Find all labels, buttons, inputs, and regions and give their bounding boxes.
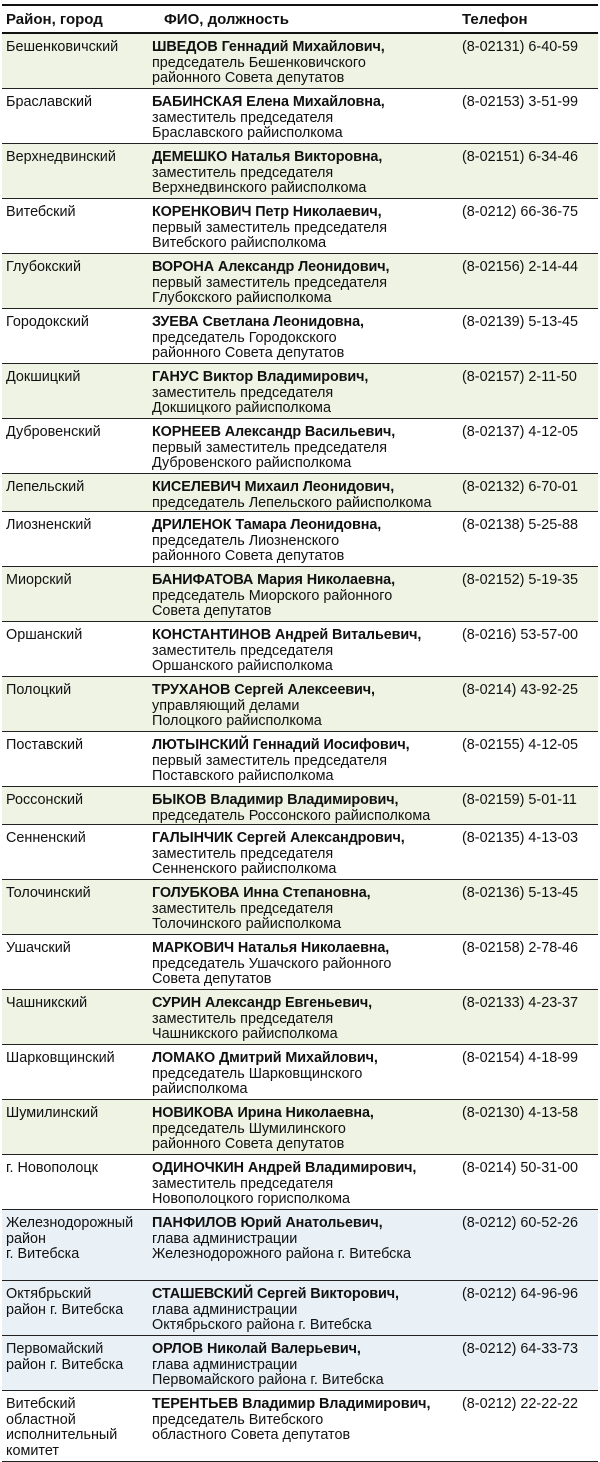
official-position: первый заместитель председателя Глубокского райисполкома [152, 274, 387, 306]
official-name: КОРНЕЕВ Александр Васильевич, [152, 424, 396, 440]
table-row [2, 474, 598, 512]
district-cell: Дубровенский [6, 424, 101, 440]
official-position: председатель Шумилинского районного Совета депутатов [152, 1120, 346, 1152]
phone-cell: (8-0216) 53-57-00 [462, 627, 578, 643]
official-cell [150, 996, 460, 1043]
official-name: МАРКОВИЧ Наталья Николаевна, [152, 940, 390, 956]
official-position: председатель Городокского районного Совета депутатов [152, 329, 345, 361]
official-name: ГАНУС Виктор Владимирович, [152, 369, 369, 385]
official-name: КИСЕЛЕВИЧ Михаил Леонидович, [152, 479, 395, 495]
official-position: первый заместитель председателя Дубровенского райисполкома [152, 439, 387, 471]
official-position: заместитель председателя Браславского райисполкома [152, 109, 343, 141]
table-header [2, 6, 598, 34]
district-cell: Верхнедвинский [6, 149, 116, 165]
district-cell: Глубокский [6, 259, 82, 275]
district-cell: Лиозненский [6, 517, 92, 533]
official-name: ОДИНОЧКИН Андрей Владимирович, [152, 1160, 417, 1176]
official-position: заместитель председателя Чашникского райисполкома [152, 1010, 338, 1042]
official-name: ЛЮТЫНСКИЙ Геннадий Иосифович, [152, 737, 410, 753]
official-name: НОВИКОВА Ирина Николаевна, [152, 1105, 374, 1121]
district-cell: Сенненский [6, 830, 86, 846]
phone-cell: (8-02135) 4-13-03 [462, 830, 578, 846]
official-position: председатель Витебского областного Совета депутатов [152, 1411, 351, 1443]
phone-cell: (8-02139) 5-13-45 [462, 314, 578, 330]
official-name: КОНСТАНТИНОВ Андрей Витальевич, [152, 627, 422, 643]
table-row [2, 1045, 598, 1100]
table-row [2, 1210, 598, 1281]
phone-cell: (8-02158) 2-78-46 [462, 940, 578, 956]
official-position: глава администрации Железнодорожного района г. Витебска [152, 1230, 411, 1262]
phone-cell: (8-02130) 4-13-58 [462, 1105, 578, 1121]
table-row [2, 144, 598, 199]
official-cell [150, 738, 460, 785]
phone-cell: (8-0212) 22-22-22 [462, 1396, 578, 1412]
phone-cell: (8-02156) 2-14-44 [462, 259, 578, 275]
phone-cell: (8-02138) 5-25-88 [462, 517, 578, 533]
phone-cell: (8-0212) 64-96-96 [462, 1286, 578, 1302]
official-cell [150, 205, 460, 252]
district-cell: Лепельский [6, 479, 85, 495]
phone-cell: (8-0212) 60-52-26 [462, 1215, 578, 1231]
official-name: ТРУХАНОВ Сергей Алексеевич, [152, 682, 375, 698]
official-name: БАБИНСКАЯ Елена Михайловна, [152, 94, 385, 110]
district-cell: Толочинский [6, 885, 91, 901]
table-row [2, 199, 598, 254]
official-name: ВОРОНА Александр Леонидович, [152, 259, 390, 275]
official-name: ЗУЕВА Светлана Леонидовна, [152, 314, 364, 330]
phone-cell: (8-02155) 4-12-05 [462, 737, 578, 753]
official-cell [150, 683, 460, 730]
phone-cell: (8-0214) 43-92-25 [462, 682, 578, 698]
official-cell [150, 886, 460, 933]
official-name: СУРИН Александр Евгеньевич, [152, 995, 372, 1011]
phone-cell: (8-02151) 6-34-46 [462, 149, 578, 165]
district-cell: Чашникский [6, 995, 88, 1011]
table-row [2, 677, 598, 732]
official-cell [150, 370, 460, 417]
district-cell: Первомайский район г. Витебска [6, 1341, 124, 1373]
official-position: глава администрации Октябрьского района г. Витебска [152, 1301, 372, 1333]
official-cell [150, 1397, 460, 1444]
table-row [2, 309, 598, 364]
official-cell [150, 573, 460, 620]
official-cell [150, 1106, 460, 1153]
phone-cell: (8-02152) 5-19-35 [462, 572, 578, 588]
district-cell: Оршанский [6, 627, 83, 643]
official-cell [150, 1216, 460, 1263]
official-position: первый заместитель председателя Витебского райисполкома [152, 219, 387, 251]
table-row [2, 990, 598, 1045]
table-row [2, 419, 598, 474]
official-name: ТЕРЕНТЬЕВ Владимир Владимирович, [152, 1396, 431, 1412]
phone-cell: (8-0212) 64-33-73 [462, 1341, 578, 1357]
district-cell: Бешенковичский [6, 39, 119, 55]
official-name: БАНИФАТОВА Мария Николаевна, [152, 572, 395, 588]
official-name: СТАШЕВСКИЙ Сергей Викторович, [152, 1286, 399, 1302]
district-cell: г. Новополоцк [6, 1160, 98, 1176]
official-name: КОРЕНКОВИЧ Петр Николаевич, [152, 204, 382, 220]
official-cell [150, 1161, 460, 1208]
official-cell [150, 315, 460, 362]
district-cell: Витебский [6, 204, 76, 220]
official-cell [150, 1287, 460, 1334]
phone-cell: (8-0212) 66-36-75 [462, 204, 578, 220]
official-cell [150, 1342, 460, 1389]
phone-cell: (8-02132) 6-70-01 [462, 479, 578, 495]
phone-cell: (8-0214) 50-31-00 [462, 1160, 578, 1176]
official-cell [150, 150, 460, 197]
district-cell: Россонский [6, 792, 84, 808]
table-row [2, 825, 598, 880]
official-name: БЫКОВ Владимир Владимирович, [152, 792, 399, 808]
district-cell: Ушачский [6, 940, 71, 956]
district-cell: Витебский областной исполнительный комитет [6, 1396, 118, 1459]
table-body [2, 34, 598, 1462]
district-cell: Железнодорожный район г. Витебска [6, 1215, 134, 1262]
official-cell [150, 628, 460, 675]
official-name: ГАЛЫНЧИК Сергей Александрович, [152, 830, 405, 846]
official-name: ДРИЛЕНОК Тамара Леонидовна, [152, 517, 382, 533]
district-cell: Браславский [6, 94, 93, 110]
official-cell [150, 425, 460, 472]
phone-cell: (8-02131) 6-40-59 [462, 39, 578, 55]
table-row [2, 512, 598, 567]
table-row [2, 34, 598, 89]
official-position: председатель Россонского райисполкома [152, 807, 431, 824]
table-row [2, 1100, 598, 1155]
phone-cell: (8-02159) 5-01-11 [462, 792, 577, 808]
district-cell: Полоцкий [6, 682, 72, 698]
table-row [2, 254, 598, 309]
table-row [2, 732, 598, 787]
phone-cell: (8-02154) 4-18-99 [462, 1050, 578, 1066]
official-position: заместитель председателя Новополоцкого горисполкома [152, 1175, 350, 1207]
district-cell: Шумилинский [6, 1105, 99, 1121]
table-row [2, 880, 598, 935]
table-row [2, 1155, 598, 1210]
official-name: ШВЕДОВ Геннадий Михайлович, [152, 39, 385, 55]
official-name: ЛОМАКО Дмитрий Михайлович, [152, 1050, 378, 1066]
header-district: Район, город [6, 10, 103, 28]
official-cell [150, 518, 460, 565]
official-position: председатель Бешенковичского районного Совета депутатов [152, 54, 366, 86]
official-position: председатель Лепельского райисполкома [152, 494, 432, 511]
official-cell [150, 941, 460, 988]
district-cell: Шарковщинский [6, 1050, 115, 1066]
table-row [2, 622, 598, 677]
phone-cell: (8-02157) 2-11-50 [462, 369, 577, 385]
official-position: председатель Миорского районного Совета депутатов [152, 587, 393, 619]
official-position: глава администрации Первомайского района г. Витебска [152, 1356, 384, 1388]
table-row [2, 364, 598, 419]
official-name: ГОЛУБКОВА Инна Степановна, [152, 885, 371, 901]
official-position: председатель Шарковщинского райисполкома [152, 1065, 363, 1097]
table-row [2, 567, 598, 622]
phone-cell: (8-02137) 4-12-05 [462, 424, 578, 440]
official-cell [150, 40, 460, 87]
header-name: ФИО, должность [164, 10, 289, 28]
official-cell [150, 1051, 460, 1098]
official-cell [150, 95, 460, 142]
table-row [2, 1281, 598, 1336]
district-cell: Октябрьский район г. Витебска [6, 1286, 124, 1318]
official-position: заместитель председателя Докшицкого райисполкома [152, 384, 334, 416]
district-cell: Городокский [6, 314, 89, 330]
official-cell [150, 480, 460, 511]
table-row [2, 1336, 598, 1391]
official-cell [150, 793, 460, 824]
official-position: заместитель председателя Оршанского райисполкома [152, 642, 334, 674]
table-row [2, 787, 598, 825]
header-phone: Телефон [462, 10, 528, 28]
official-name: ОРЛОВ Николай Валерьевич, [152, 1341, 361, 1357]
district-cell: Миорский [6, 572, 72, 588]
official-position: заместитель председателя Толочинского райисполкома [152, 900, 342, 932]
phone-cell: (8-02133) 4-23-37 [462, 995, 578, 1011]
table-row [2, 89, 598, 144]
contacts-table [2, 4, 598, 1462]
table-row [2, 1391, 598, 1462]
official-position: первый заместитель председателя Поставского райисполкома [152, 752, 387, 784]
official-name: ПАНФИЛОВ Юрий Анатольевич, [152, 1215, 383, 1231]
official-name: ДЕМЕШКО Наталья Викторовна, [152, 149, 383, 165]
table-row [2, 935, 598, 990]
official-position: заместитель председателя Верхнедвинского райисполкома [152, 164, 367, 196]
official-cell [150, 260, 460, 307]
official-position: председатель Лиозненского районного Совета депутатов [152, 532, 345, 564]
official-position: заместитель председателя Сенненского райисполкома [152, 845, 337, 877]
phone-cell: (8-02136) 5-13-45 [462, 885, 578, 901]
phone-cell: (8-02153) 3-51-99 [462, 94, 578, 110]
official-position: управляющий делами Полоцкого райисполкома [152, 697, 322, 729]
official-cell [150, 831, 460, 878]
district-cell: Поставский [6, 737, 84, 753]
official-position: председатель Ушачского районного Совета депутатов [152, 955, 392, 987]
district-cell: Докшицкий [6, 369, 81, 385]
